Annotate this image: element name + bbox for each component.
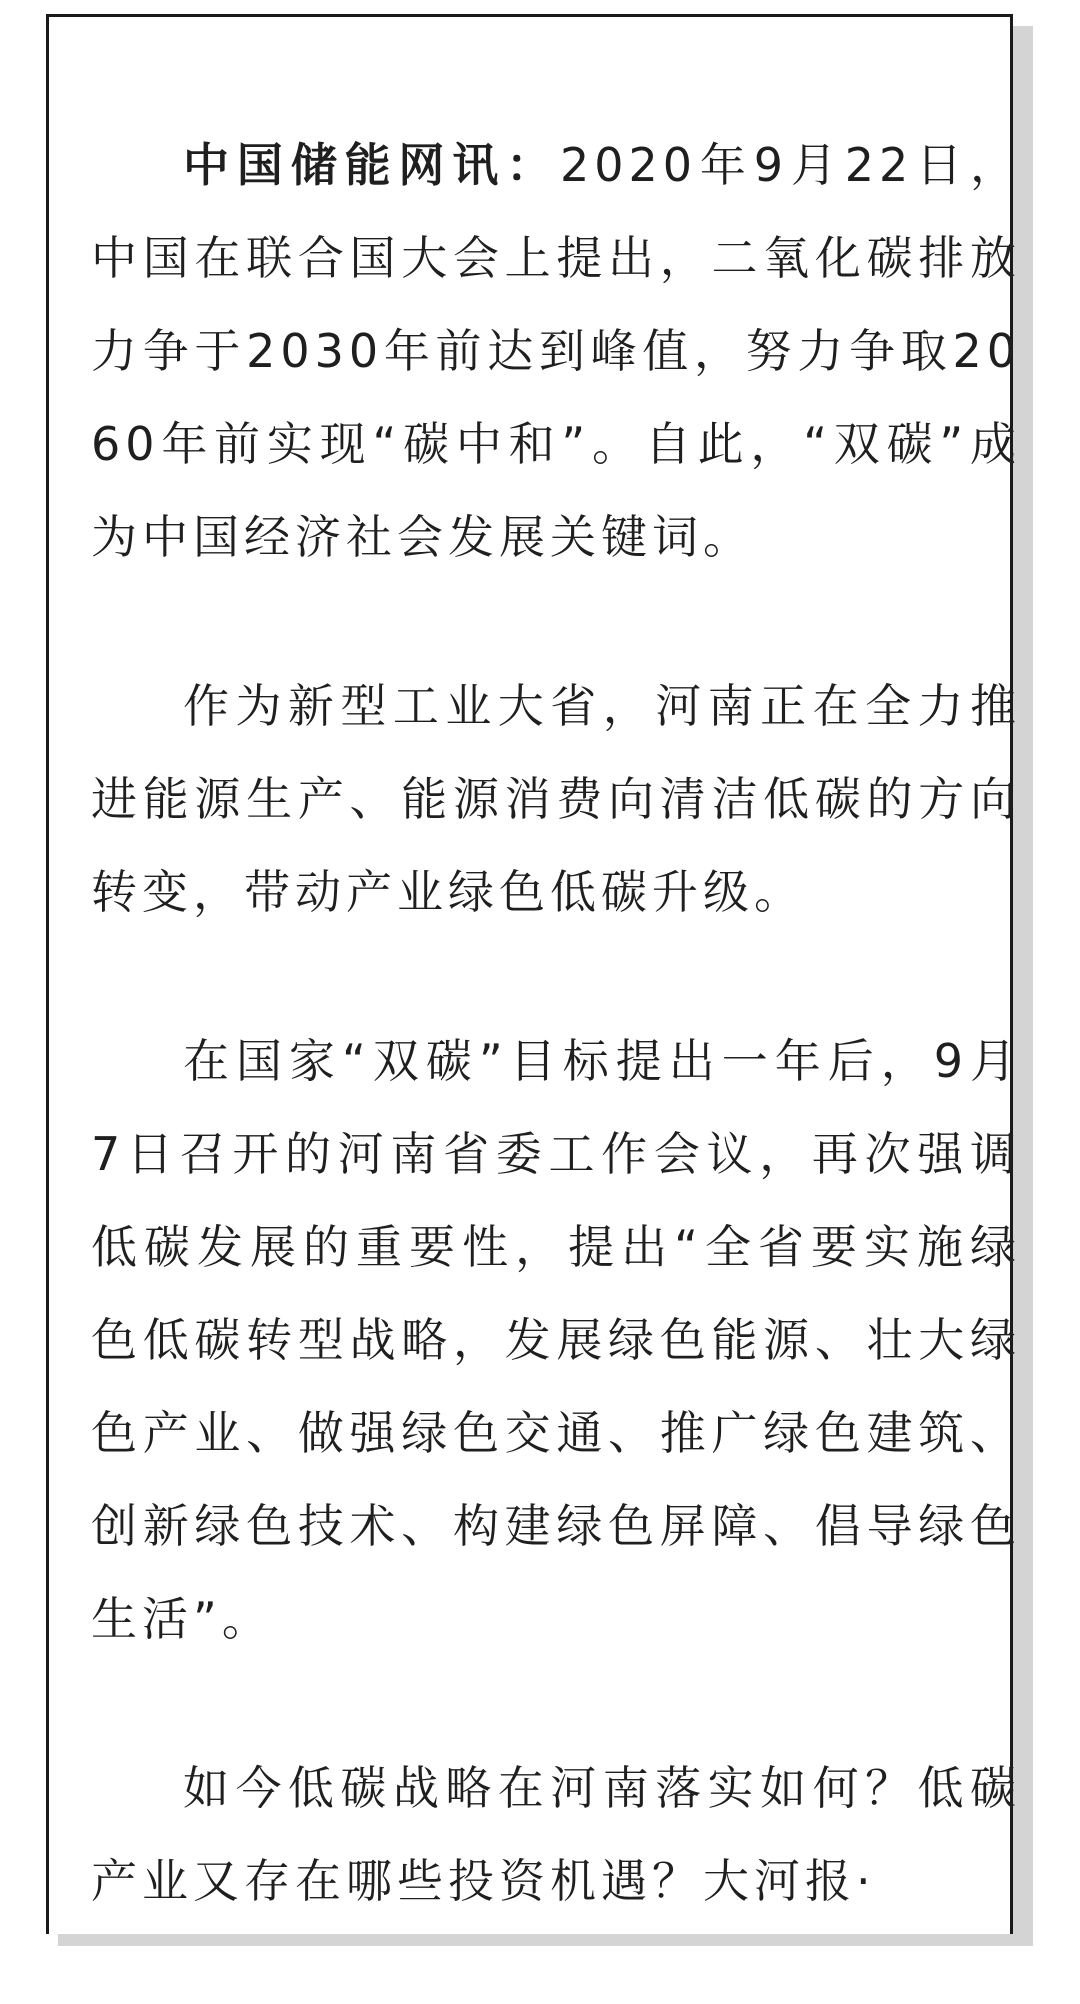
article-paragraph [91,660,1021,939]
article-body [91,119,1021,2004]
article-card [46,14,1022,1934]
paragraph-text: 作为新型工业大省，河南正在全力推进能源生产、能源消费向清洁低碳的方向转变，带动产业绿色低碳升级。 [91,679,1021,919]
paragraph-text: 在国家“双碳”目标提出一年后，9月7日召开的河南省委工作会议，再次强调低碳发展的重要性，提出“全省要实施绿色低碳转型战略，发展绿色能源、壮大绿色产业、做强绿色交通、推广绿色建筑、创新绿色技术、构建绿色屏障、倡导绿色生活”。 [91,1034,1021,1646]
article-paragraph [91,1015,1021,1666]
article-paragraph [91,119,1021,584]
paragraph-text: 2020年9月22日，中国在联合国大会上提出，二氧化碳排放力争于2030年前达到峰值，努力争取2060年前实现“碳中和”。自此，“双碳”成为中国经济社会发展关键词。 [91,138,1022,564]
news-source-lead: 中国储能网讯： [183,138,560,192]
article-paragraph [91,1742,1021,1928]
paragraph-text: 如今低碳战略在河南落实如何？低碳产业又存在哪些投资机遇？大河报· [91,1761,1021,1908]
